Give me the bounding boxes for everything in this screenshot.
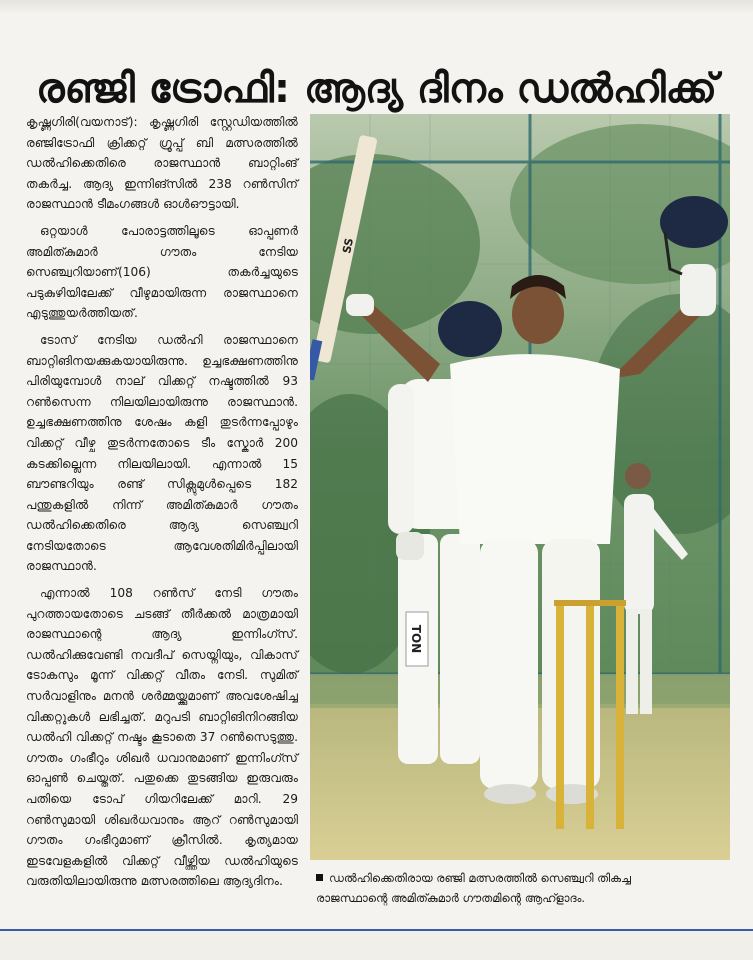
article-paragraph: കൃഷ്ണഗിരി(വയനാട്): കൃഷ്ണഗിരി സ്റ്റേഡിയത്തിൽ രഞ്ജിട്രോഫി ക്രിക്കറ്റ് ഗ്രൂപ്പ് ബി മത്സരത്തിൽ ഡൽഹിക്കെതിരെ രാജസ്ഥാൻ ബാറ്റിംങ് തകർച്ച. ആദ്യ ഇന്നിങ്സിൽ 238 റൺസിന് രാജസ്ഥാൻ ടീമംഗങ്ങൾ ഓൾഔട്ടായി. [26, 115, 298, 212]
caption-line-text: ഡൽഹിക്കെതിരായ രഞ്ജി മത്സരത്തിൽ സെഞ്ച്വറി തികച്ച [329, 871, 631, 885]
page-bottom-strip [0, 931, 753, 960]
article-paragraph: എന്നാൽ 108 റൺസ് നേടി ഗൗതം പുറത്തായതോടെ ചടങ്ങ് തീർക്കൽ മാത്രമായി രാജസ്ഥാന്റെ ആദ്യ ഇന്നിംഗ്സ്. ഡൽഹിക്കുവേണ്ടി നവദീപ് സെയ്നിയും, വികാസ് ടോകസും മൂന്ന് വിക്കറ്റ് വീതം നേടി. സുമിത് സർവാളിനും മനൻ ശർമ്മയ്ക്കുമാണ് അവശേഷിച്ച വിക്കറ്റുകൾ ലഭിച്ചത്. മറുപടി ബാറ്റിങിനിറങ്ങിയ ഡൽഹി വിക്കറ്റ് നഷ്ടം കൂടാതെ 37 റൺസെടുത്തു. ഗൗതം ഗംഭീറും ശിഖർ ധവാനുമാണ് ഇന്നിംഗ്സ് ഓപ്പൺ ചെയ്തത്. പതുക്കെ തുടങ്ങിയ ഇരുവരും പതിയെ ടോപ് ഗിയറിലേക്ക് മാറി. 29 റൺസുമായി ശിഖർധവാനും ആറ് റൺസുമായി ഗൗതം ഗംഭീറുമാണ് ക്രീസിൽ. കൃത്യമായ ഇടവേളകളിൽ വിക്കറ്റ് വീഴ്ത്തിയ ഡൽഹിയുടെ വരുതിയിലായിരുന്നു മത്സരത്തിലെ ആദ്യദിനം. [26, 586, 298, 889]
article-paragraph: ടോസ് നേടിയ ഡൽഹി രാജസ്ഥാനെ ബാറ്റിങിനയക്കുകയായിരുന്നു. ഉച്ചഭക്ഷണത്തിനു പിരിയുമ്പോൾ നാല് വിക്കറ്റ് നഷ്ടത്തിൽ 93 റൺസെന്ന നിലയിലായിരുന്നു രാജസ്ഥാൻ. ഉച്ചഭക്ഷണത്തിനു ശേഷം കളി തുടർന്നപ്പോഴും വിക്കറ്റ് വീഴ്ച തുടർന്നതോടെ ടീം സ്കോർ 200 കടക്കില്ലെന്ന നിലയിലായി. എന്നാൽ 15 ബൗണ്ടറിയും രണ്ട് സിക്സുമുൾപ്പെടെ 182 പന്തുകളിൽ നിന്ന് അമിത്കുമാർ ഗൗതം ഡൽഹിക്കെതിരെ ആദ്യ സെഞ്ച്വറി നേടിയതോടെ ആവേശതിമിർപ്പിലായി രാജസ്ഥാൻ. [26, 332, 298, 574]
article-body [26, 112, 298, 898]
photo-illustration [310, 114, 730, 860]
cricket-celebration-photo [310, 114, 730, 860]
caption-bullet-icon [316, 874, 323, 881]
page-top-edge [0, 0, 753, 14]
photo-caption [316, 868, 736, 908]
headline: രഞ്ജി ട്രോഫി: ആദ്യ ദിനം ഡൽഹിക്ക് [35, 65, 718, 112]
caption-line [316, 868, 736, 888]
pad-logo-text: TON [409, 624, 423, 654]
article-paragraph: ഒറ്റയാൾ പോരാട്ടത്തിലൂടെ ഓപ്പണർ അമിത്കുമാർ ഗൗതം നേടിയ സെഞ്ച്വറിയാണ്(106) തകർച്ചയുടെ പടുകുഴിയിലേക്ക് വീഴുമായിരുന്ന രാജസ്ഥാനെ എടുത്തുയർത്തിയത്. [26, 223, 298, 321]
caption-line: രാജസ്ഥാന്റെ അമിത്കുമാർ ഗൗതമിന്റെ ആഹ്ളാദം. [316, 891, 586, 905]
bat-logo-text: SS [340, 236, 357, 255]
